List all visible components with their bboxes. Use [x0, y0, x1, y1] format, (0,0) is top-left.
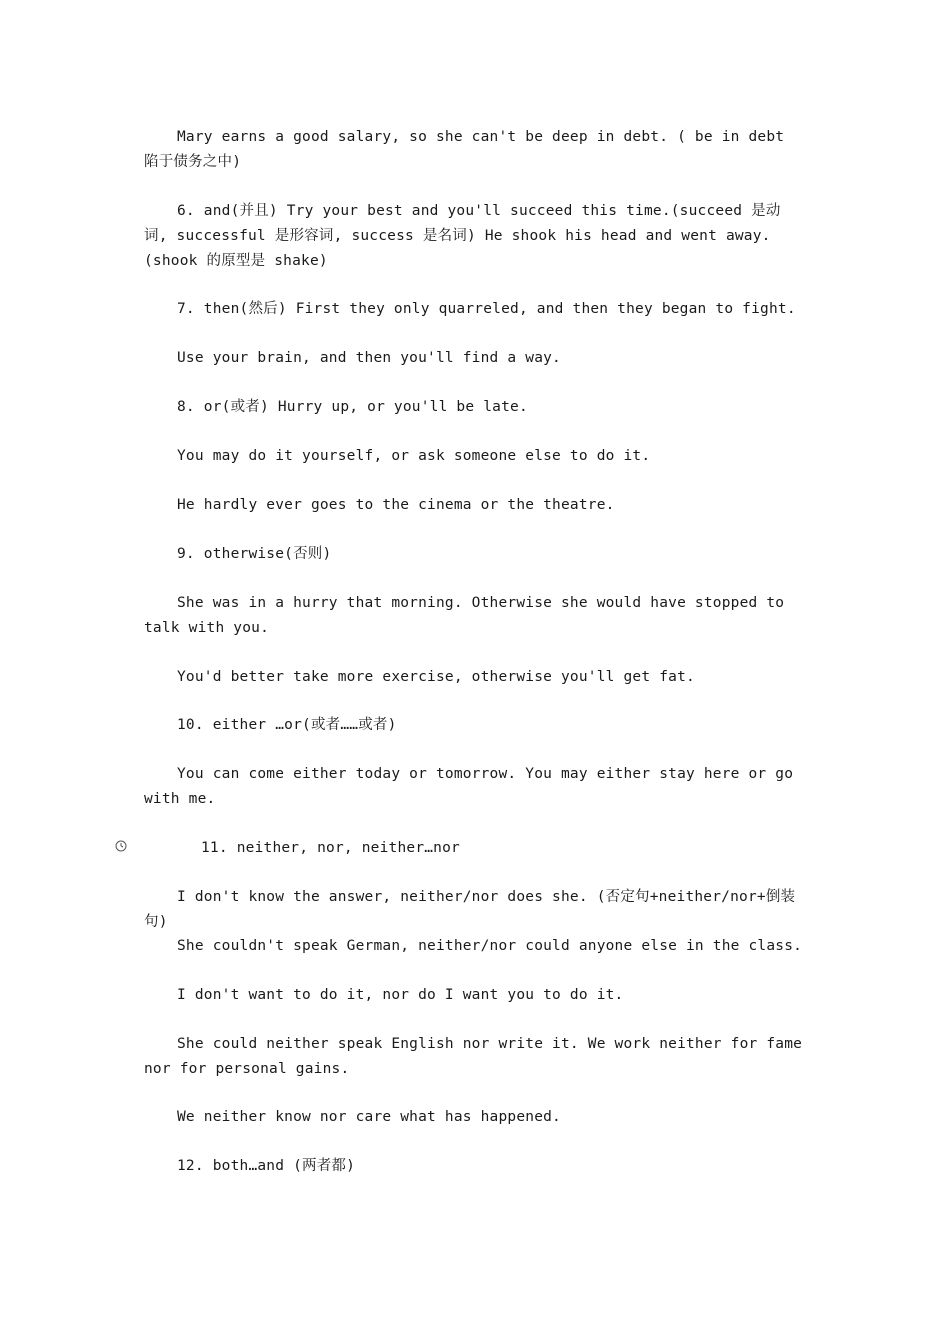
paragraph-both-heading: 12. both…and (两者都)	[177, 1158, 356, 1174]
paragraph-otherwise-heading: 9. otherwise(否则)	[177, 546, 332, 562]
paragraph-neither-heading: 11. neither, nor, neither…nor	[201, 840, 460, 856]
paragraph-either-example: You can come either today or tomorrow. You may either stay here or go with me.	[144, 766, 794, 807]
paragraph-either-heading: 10. either …or(或者……或者)	[177, 717, 397, 733]
clock-icon	[115, 840, 127, 852]
paragraph-dont-know: I don't know the answer, neither/nor does she. (否定句+neither/nor+倒装句)	[144, 889, 796, 930]
paragraph-exercise: You'd better take more exercise, otherwise you'll get fat.	[177, 669, 695, 685]
paragraph-do-yourself: You may do it yourself, or ask someone else to do it.	[177, 448, 651, 464]
paragraph-or: 8. or(或者) Hurry up, or you'll be late.	[177, 399, 528, 415]
paragraph-debt: Mary earns a good salary, so she can't be deep in debt. ( be in debt 陷于债务之中)	[144, 129, 785, 170]
paragraph-cinema: He hardly ever goes to the cinema or the theatre.	[177, 497, 615, 513]
paragraph-then: 7. then(然后) First they only quarreled, and then they began to fight.	[177, 301, 796, 317]
paragraph-german: She couldn't speak German, neither/nor could anyone else in the class.	[177, 938, 803, 954]
paragraph-neither-know: We neither know nor care what has happened.	[177, 1109, 561, 1125]
paragraph-and: 6. and(并且) Try your best and you'll succeed this time.(succeed 是动词, successful 是形容词, success 是名词) He shook his head and went away.(shook 的原型是 shake)	[144, 203, 781, 269]
paragraph-use-brain: Use your brain, and then you'll find a way.	[177, 350, 561, 366]
paragraph-neither-speak: She could neither speak English nor write it. We work neither for fame nor for personal gains.	[144, 1036, 803, 1077]
paragraph-dont-want: I don't want to do it, nor do I want you to do it.	[177, 987, 624, 1003]
paragraph-hurry: She was in a hurry that morning. Otherwise she would have stopped to talk with you.	[144, 595, 785, 636]
